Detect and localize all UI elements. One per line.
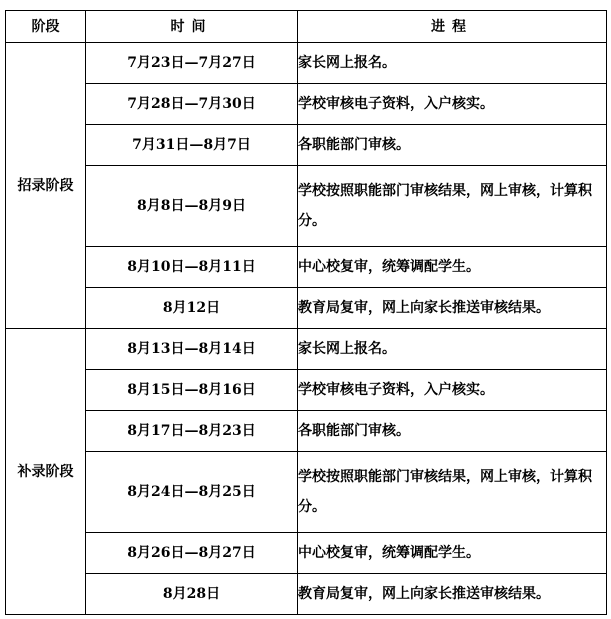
time-cell: 7月28日—7月30日 — [86, 84, 298, 125]
time-cell: 8月28日 — [86, 574, 298, 615]
table-row — [6, 125, 607, 166]
progress-cell: 学校按照职能部门审核结果，网上审核，计算积分。 — [298, 166, 607, 247]
table-row — [6, 574, 607, 615]
table-row — [6, 166, 607, 247]
time-cell: 7月23日—7月27日 — [86, 43, 298, 84]
table-row — [6, 288, 607, 329]
table-row — [6, 411, 607, 452]
header-time: 时间 — [86, 11, 298, 43]
time-cell: 8月13日—8月14日 — [86, 329, 298, 370]
table-row — [6, 329, 607, 370]
progress-cell: 家长网上报名。 — [298, 43, 607, 84]
header-row — [6, 11, 607, 43]
progress-cell: 教育局复审，网上向家长推送审核结果。 — [298, 288, 607, 329]
progress-cell: 中心校复审，统筹调配学生。 — [298, 533, 607, 574]
progress-cell: 中心校复审，统筹调配学生。 — [298, 247, 607, 288]
table-row — [6, 533, 607, 574]
header-progress: 进程 — [298, 11, 607, 43]
table-row — [6, 247, 607, 288]
time-cell: 8月17日—8月23日 — [86, 411, 298, 452]
table-row — [6, 452, 607, 533]
progress-cell: 各职能部门审核。 — [298, 125, 607, 166]
progress-cell: 家长网上报名。 — [298, 329, 607, 370]
table-row — [6, 84, 607, 125]
time-cell: 8月12日 — [86, 288, 298, 329]
table-row — [6, 43, 607, 84]
time-cell: 8月26日—8月27日 — [86, 533, 298, 574]
progress-cell: 各职能部门审核。 — [298, 411, 607, 452]
time-cell: 8月10日—8月11日 — [86, 247, 298, 288]
progress-cell: 学校审核电子资料，入户核实。 — [298, 84, 607, 125]
time-cell: 8月15日—8月16日 — [86, 370, 298, 411]
progress-cell: 学校按照职能部门审核结果，网上审核，计算积分。 — [298, 452, 607, 533]
stage-label-supplementary: 补录阶段 — [6, 329, 86, 615]
stage-label-enrollment: 招录阶段 — [6, 43, 86, 329]
time-cell: 8月24日—8月25日 — [86, 452, 298, 533]
time-cell: 7月31日—8月7日 — [86, 125, 298, 166]
time-cell: 8月8日—8月9日 — [86, 166, 298, 247]
table-row — [6, 370, 607, 411]
schedule-table — [5, 10, 607, 615]
header-stage: 阶段 — [6, 11, 86, 43]
progress-cell: 学校审核电子资料，入户核实。 — [298, 370, 607, 411]
progress-cell: 教育局复审，网上向家长推送审核结果。 — [298, 574, 607, 615]
